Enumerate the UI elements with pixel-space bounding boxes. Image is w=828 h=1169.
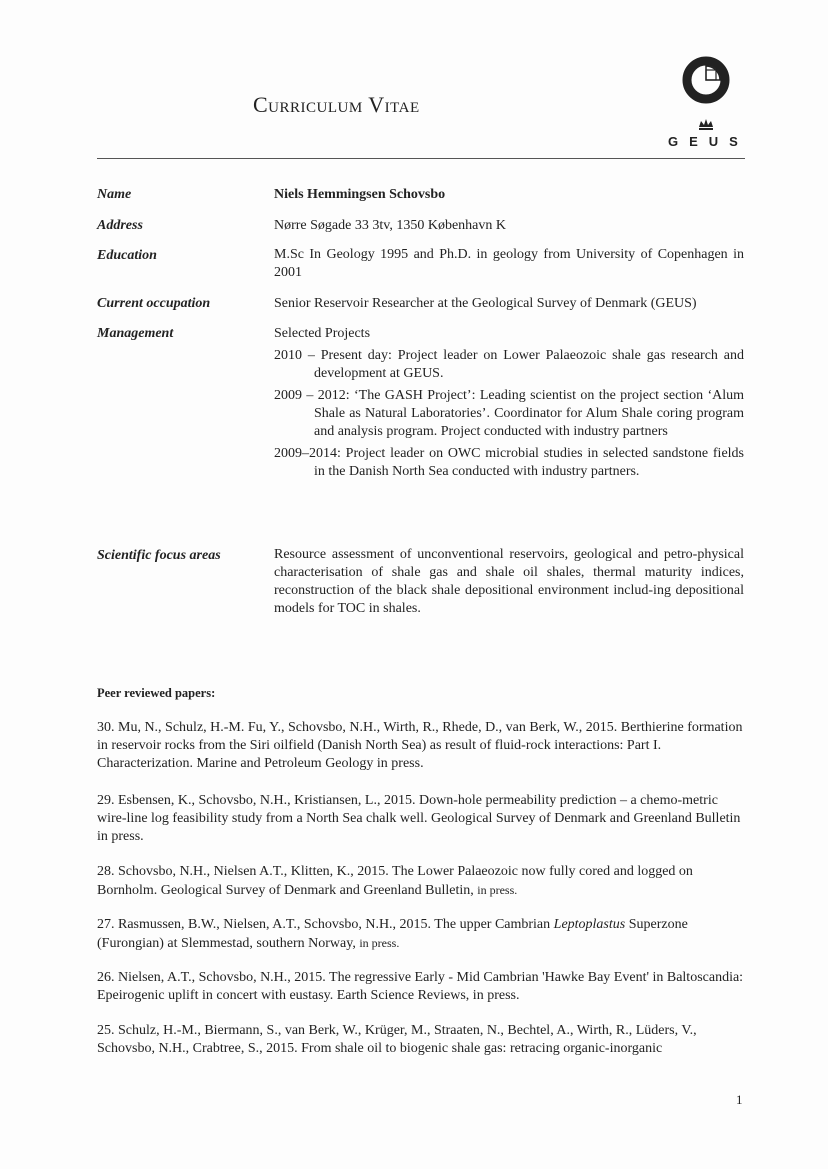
paper-status: in press. — [477, 883, 518, 897]
management-intro: Selected Projects — [274, 326, 371, 341]
occupation-label: Current occupation — [97, 296, 211, 311]
focus-label: Scientific focus areas — [97, 548, 221, 563]
management-section — [274, 325, 744, 481]
name-label: Name — [97, 187, 132, 202]
address-label: Address — [97, 218, 143, 233]
paper-text: 28. Schovsbo, N.H., Nielsen A.T., Klitten, K., 2015. The Lower Palaeozoic now fully cored and logged on Bornholm. Geological Survey of Denmark and Greenland Bulletin, — [97, 864, 693, 898]
project-item: 2010 – Present day: Project leader on Lower Palaeozoic shale gas research and development at GEUS. — [274, 348, 744, 381]
geus-logo — [660, 52, 749, 152]
page-title: Curriculum Vitae — [253, 92, 420, 117]
management-label: Management — [97, 326, 174, 341]
logo-text: GEUS — [668, 134, 749, 149]
paper-entry: 29. Esbensen, K., Schovsbo, N.H., Kristiansen, L., 2015. Down-hole permeability prediction – a chemo-metric wire-line log feasibility study from a North Sea chalk well. Geological Survey of Denmark and Greenland Bulletin in press. — [97, 793, 741, 844]
address-value: Nørre Søgade 33 3tv, 1350 København K — [274, 218, 506, 233]
education-value: M.Sc In Geology 1995 and Ph.D. in geology from University of Copenhagen in 2001 — [274, 247, 744, 280]
papers-heading: Peer reviewed papers: — [97, 686, 216, 700]
project-item: 2009 – 2012: ‘The GASH Project’: Leading scientist on the project section ‘Alum Shale as Natural Laboratories’. Coordinator for Alum Shale coring program and analysis program. Project conducted with industry partners — [274, 388, 744, 439]
paper-entry: 26. Nielsen, A.T., Schovsbo, N.H., 2015. The regressive Early - Mid Cambrian 'Hawke Bay Event' in Baltoscandia: Epeirogenic uplift in concert with eustasy. Earth Science Reviews, in press. — [97, 970, 744, 1003]
paper-entry: 30. Mu, N., Schulz, H.-M. Fu, Y., Schovsbo, N.H., Wirth, R., Rhede, D., van Berk, W., 2015. Berthierine formation in reservoir rocks from the Siri oilfield (Danish North Sea) as result of fluid-rock interactions: Part I. Characterization. Marine and Petroleum Geology in press. — [97, 720, 743, 771]
header-divider — [97, 158, 745, 159]
paper-entry — [97, 916, 745, 953]
paper-text: Superzone (Furongian) at Slemmestad, southern Norway, — [97, 917, 688, 951]
page-number: 1 — [736, 1092, 743, 1107]
paper-entry: 25. Schulz, H.-M., Biermann, S., van Berk, W., Krüger, M., Straaten, N., Bechtel, A., Wirth, R., Lüders, V., Schovsbo, N.H., Crabtree, S., 2015. From shale oil to biogenic shale gas: retracing organic-inorganic — [97, 1023, 697, 1056]
education-label: Education — [97, 248, 157, 263]
name-value: Niels Hemmingsen Schovsbo — [274, 187, 446, 202]
paper-text: 27. Rasmussen, B.W., Nielsen, A.T., Schovsbo, N.H., 2015. The upper Cambrian — [97, 917, 551, 932]
crown-icon — [699, 119, 713, 130]
focus-value: Resource assessment of unconventional reservoirs, geological and petro-physical characterisation of shale gas and shale oil shales, thermal maturity indices, reconstruction of the black shale depositional environment includ-ing depositional models for TOC in shales. — [274, 547, 744, 616]
occupation-value: Senior Reservoir Researcher at the Geological Survey of Denmark (GEUS) — [274, 296, 697, 311]
paper-italic-taxon: Leptoplastus — [553, 917, 626, 932]
paper-entry — [97, 863, 745, 900]
paper-status: in press. — [359, 936, 400, 950]
project-item: 2009–2014: Project leader on OWC microbial studies in selected sandstone fields in the Danish North Sea conducted with industry partners. — [274, 446, 744, 479]
